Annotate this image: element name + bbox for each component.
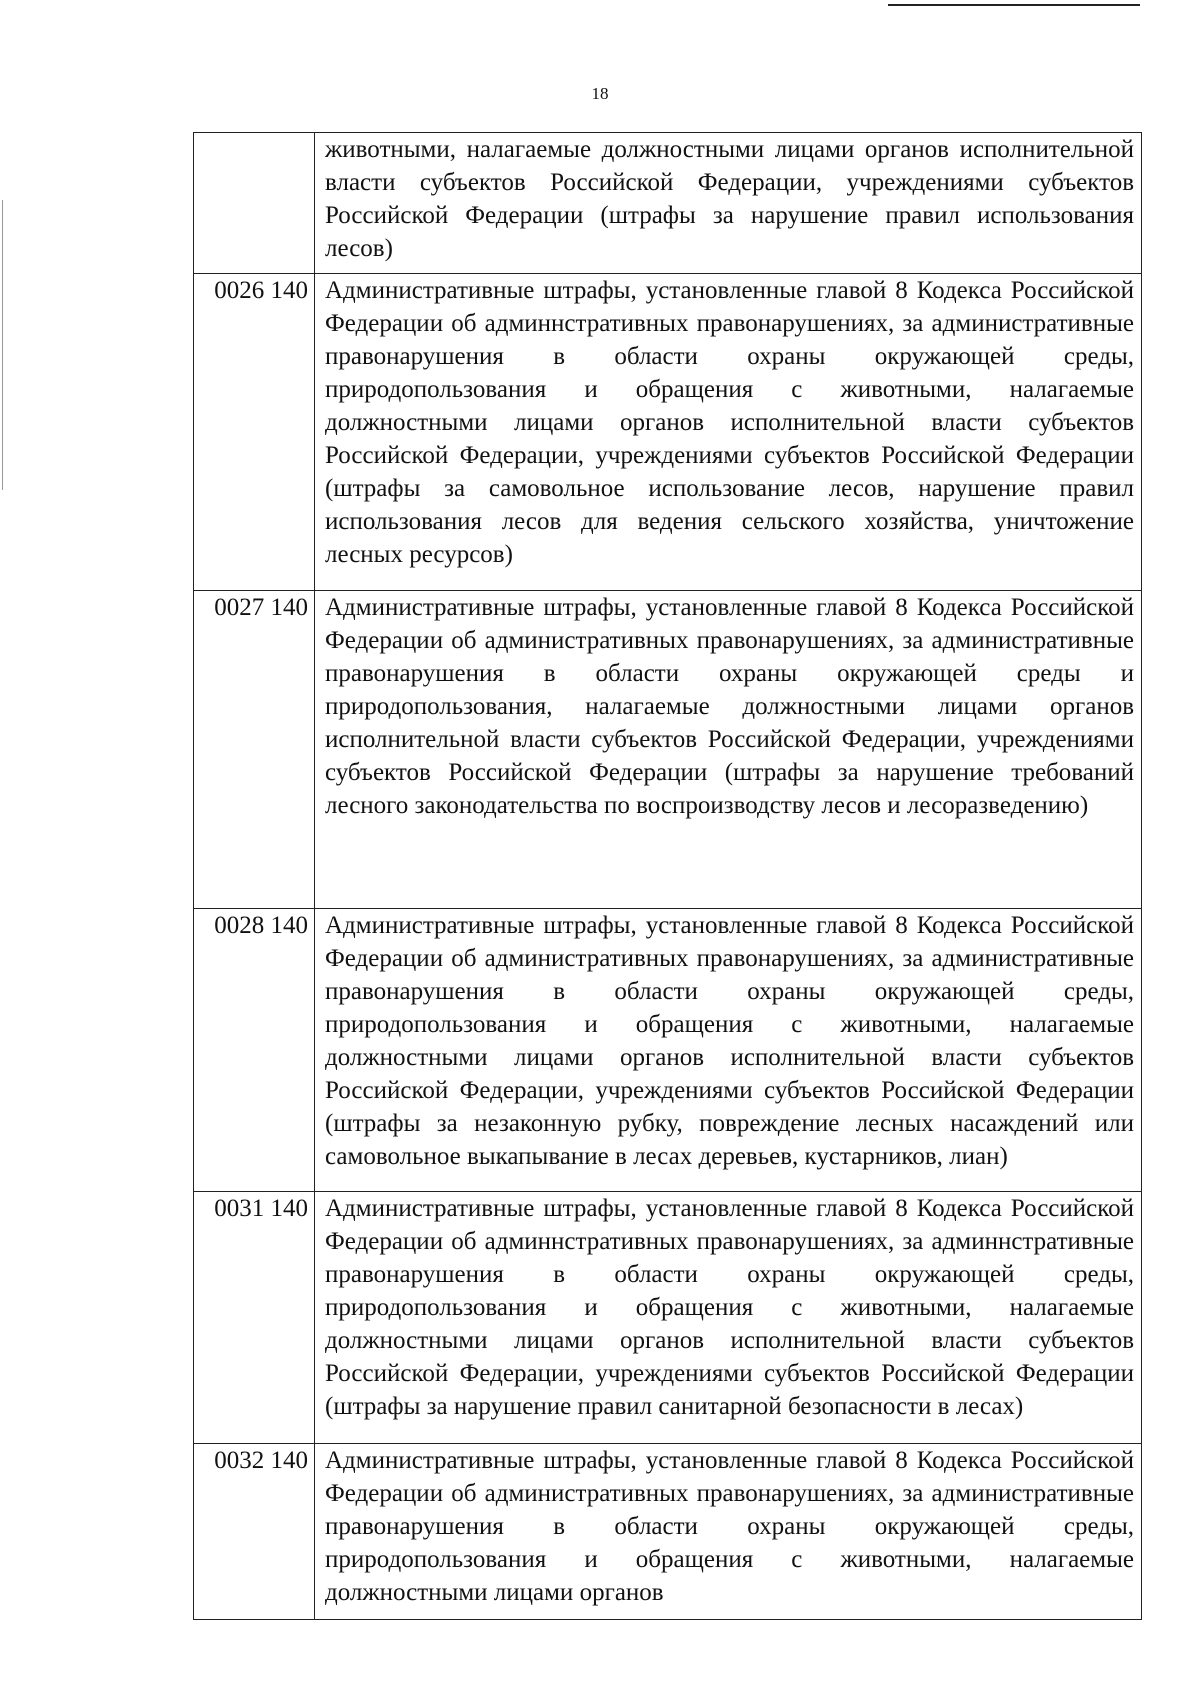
code-cell: 0028 140 — [194, 908, 315, 1192]
table-row — [194, 1192, 1142, 1444]
table-row — [194, 1444, 1142, 1620]
code-cell: 0032 140 — [194, 1444, 315, 1620]
description-text: Административные штрафы, установленные главой 8 Кодекса Российской Федерации об административных правонарушениях, за административные правонарушения в области охраны окружающей среды, природопользования и обращения с животными, налагаемые должностными лицами органов исполнительной власти субъектов Российской Федерации, учреждениями субъектов Российской Федерации (штрафы за незаконную рубку, повреждение лесных насаждений или самовольное выкапывание в лесах деревьев, кустарников, лиан) — [325, 911, 1134, 1170]
code-cell: 0031 140 — [194, 1192, 315, 1444]
top-rule — [888, 4, 1140, 6]
table-row — [194, 591, 1142, 909]
description-text: Административные штрафы, установленные главой 8 Кодекса Российской Федерации об административных правонарушениях, за административные правонарушения в области охраны окружающей среды и природопользования, налагаемые должностными лицами органов исполнительной власти субъектов Российской Федерации, учреждениями субъектов Российской Федерации (штрафы за нарушение требований лесного законодательства по воспроизводству лесов и лесоразведению) — [325, 594, 1134, 820]
table-row — [194, 273, 1142, 591]
description-cell — [315, 273, 1142, 591]
code-cell: 0026 140 — [194, 273, 315, 591]
page-number: 18 — [591, 84, 609, 103]
description-cell — [315, 1444, 1142, 1620]
scan-edge-mark — [2, 200, 3, 490]
description-cell — [315, 133, 1142, 274]
description-text: Административные штрафы, установленные главой 8 Кодекса Российской Федерации об админнстративных правонарушениях, за административные правонарушения в области охраны окружающей среды, природопользования и обращения с животными, налагаемые должностными лицами органов исполнительной власти субъектов Российской Федерации, учреждениями субъектов Российской Федерации (штрафы за самовольное использование лесов, нарушение правил использования лесов для ведения сельского хозяйства, уничтожение лесных ресурсов) — [325, 276, 1134, 568]
code-cell — [194, 133, 315, 274]
description-cell — [315, 1192, 1142, 1444]
table-row — [194, 133, 1142, 274]
description-text: Административные штрафы, установленные главой 8 Кодекса Российской Федерации об административных правонарушениях, за административные правонарушения в области охраны окружающей среды, природопользования и обращения с животными, налагаемые должностными лицами органов — [325, 1447, 1134, 1607]
description-text: животными, налагаемые должностными лицами органов исполнительной власти субъектов Российской Федерации, учреждениями субъектов Российской Федерации (штрафы за нарушение правил использования лесов) — [325, 136, 1134, 262]
description-cell — [315, 591, 1142, 909]
table-row — [194, 908, 1142, 1192]
classification-table — [193, 132, 1142, 1620]
code-cell: 0027 140 — [194, 591, 315, 909]
description-cell — [315, 908, 1142, 1192]
description-text: Административные штрафы, установленные главой 8 Кодекса Российской Федерации об админнстративных правонарушениях, за админнстративные правонарушения в области охраны окружающей среды, природопользования и обращения с животными, налагаемые должностными лицами органов исполнительной власти субъектов Российской Федерации, учреждениями субъектов Российской Федерации (штрафы за нарушение правил санитарной безопасности в лесах) — [325, 1195, 1134, 1421]
